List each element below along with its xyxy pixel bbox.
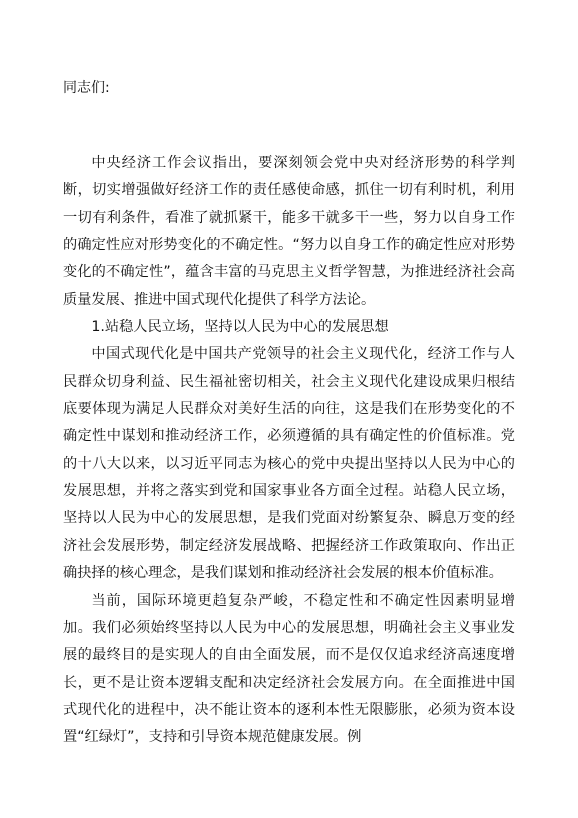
salutation: 同志们: — [63, 80, 110, 96]
paragraph-current-situation: 当前，国际环境更趋复杂严峻，不稳定性和不确定性因素明显增加。我们必须始终坚持以人民为中心的发展思想，明确社会主义事业发展的最终目的是实现人的自由全面发展，而不是仅仅追求经济高速度增长，更不是让资本逻辑支配和决定经济社会发展方向。在全面推进中国式现代化的进程中，决不能让资本的逐利本性无限膨胀，必须为资本设置“红绿灯”，支持和引导资本规范健康发展。例 — [63, 592, 515, 746]
paragraph-intro: 中央经济工作会议指出，要深刻领会党中央对经济形势的科学判断，切实增强做好经济工作的责任感使命感，抓住一切有利时机，利用一切有利条件，看准了就抓紧干，能多干就多干一些，努力以自身工作的确定性应对形势变化的不确定性。“努力以自身工作的确定性应对形势变化的不确定性”，蕴含丰富的马克思主义哲学智慧，为推进经济社会高质量发展、推进中国式现代化提供了科学方法论。 — [63, 155, 515, 308]
document-body — [63, 150, 515, 752]
paragraph-people-centered: 中国式现代化是中国共产党领导的社会主义现代化，经济工作与人民群众切身利益、民生福祉密切相关，社会主义现代化建设成果归根结底要体现为满足人民群众对美好生活的向往，这是我们在形势变化的不确定性中谋划和推动经济工作，必须遵循的具有确定性的价值标准。党的十八大以来，以习近平同志为核心的党中央提出坚持以人民为中心的发展思想，并将之落实到党和国家事业各方面全过程。站稳人民立场，坚持以人民为中心的发展思想，是我们党面对纷繁复杂、瞬息万变的经济社会发展形势，制定经济发展战略、把握经济工作政策取向、作出正确抉择的核心理念，是我们谋划和推动经济社会发展的根本价值标准。 — [63, 346, 515, 582]
section-heading: 1.站稳人民立场，坚持以人民为中心的发展思想 — [91, 319, 389, 336]
